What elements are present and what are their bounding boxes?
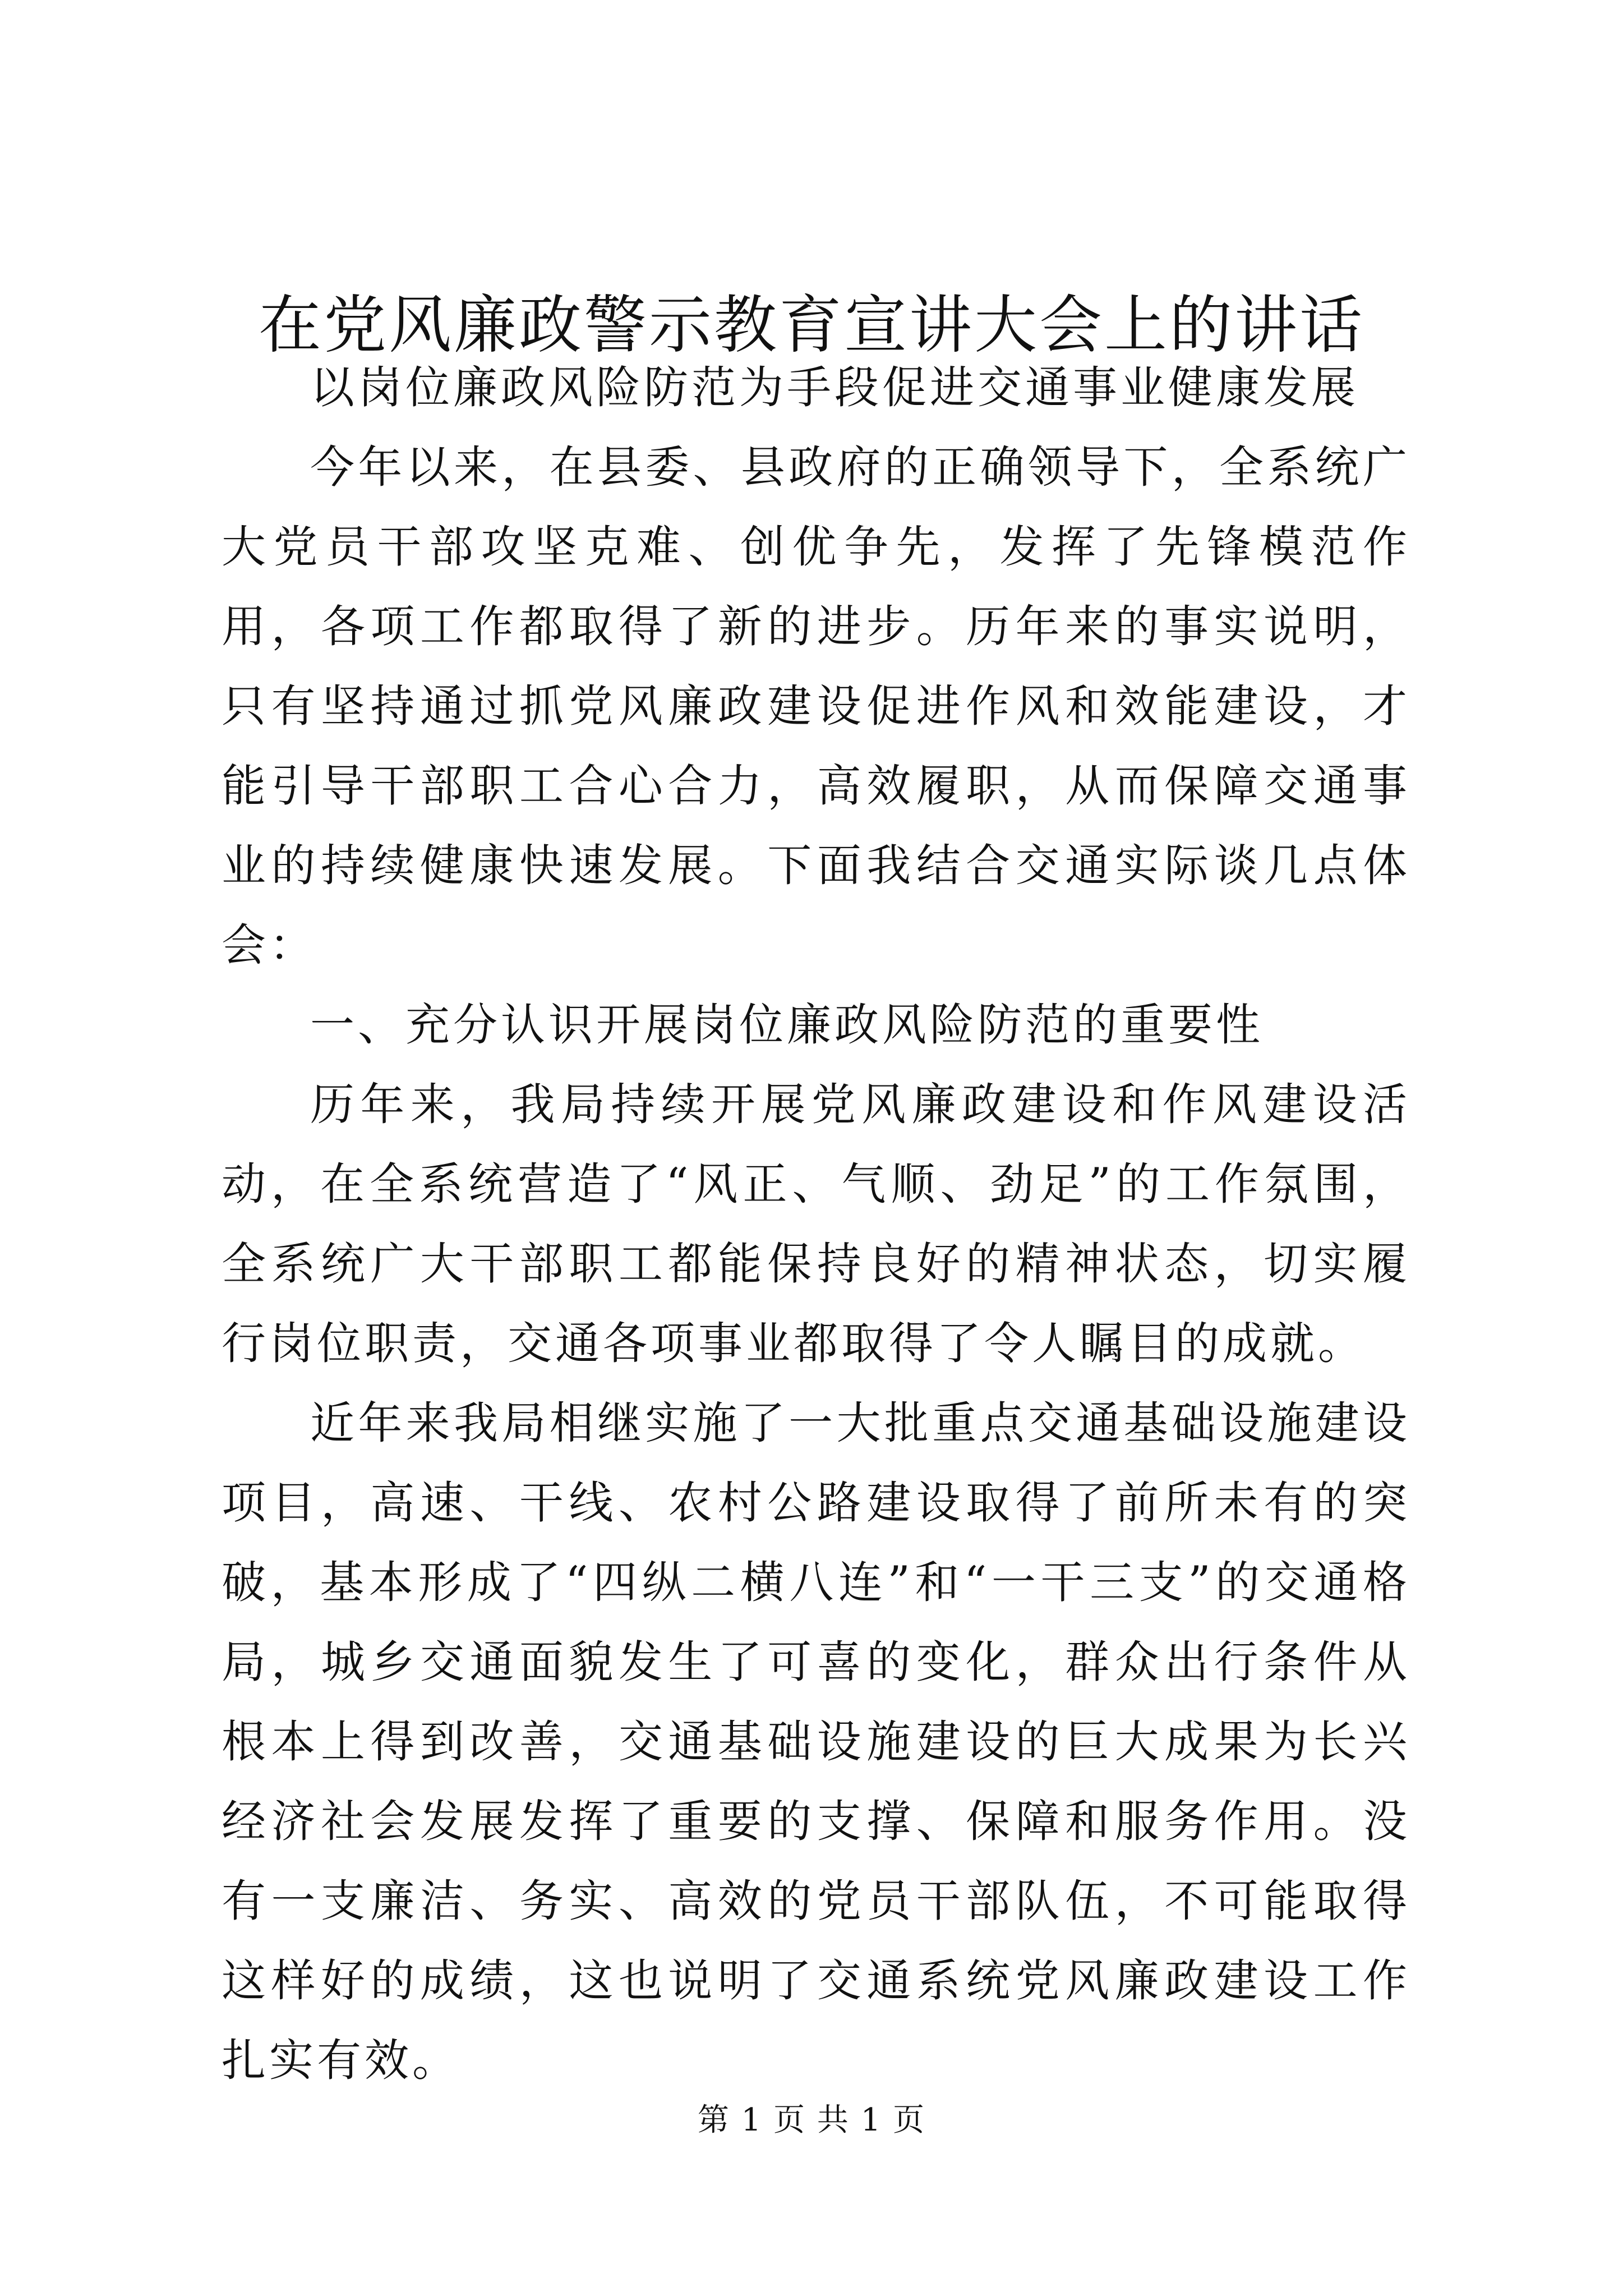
page-footer: 第 1 页 共 1 页 <box>697 2102 926 2138</box>
body-paragraph: 今年以来，在县委、县政府的正确领导下，全系统广大党员干部攻坚克难、创优争先，发挥了先锋模范作用，各项工作都取得了新的进步。历年来的事实说明，只有坚持通过抓党风廉政建设促进作风和效能建设，才能引导干部职工合心合力，高效履职，从而保障交通事业的持续健康快速发展。下面我结合交通实际谈几点体会： <box>222 441 1410 971</box>
body-paragraph: 历年来，我局持续开展党风廉政建设和作风建设活动，在全系统营造了“风正、气顺、劲足”的工作氛围，全系统广大干部职工都能保持良好的精神状态，切实履行岗位职责，交通各项事业都取得了令人瞩目的成就。 <box>222 1079 1410 1369</box>
document-title: 在党风廉政警示教育宣讲大会上的讲话 <box>259 289 1364 362</box>
body-paragraph: 近年来我局相继实施了一大批重点交通基础设施建设项目，高速、干线、农村公路建设取得了前所未有的突破，基本形成了“四纵二横八连”和“一干三支”的交通格局，城乡交通面貌发生了可喜的变化，群众出行条件从根本上得到改善，交通基础设施建设的巨大成果为长兴经济社会发展发挥了重要的支撑、保障和服务作用。没有一支廉洁、务实、高效的党员干部队伍，不可能取得这样好的成绩，这也说明了交通系统党风廉政建设工作扎实有效。 <box>222 1397 1410 2086</box>
document-body <box>222 348 1410 2100</box>
section-heading: 一、充分认识开展岗位廉政风险防范的重要性 <box>310 999 1264 1051</box>
subtitle-paragraph: 以岗位廉政风险防范为手段促进交通事业健康发展 <box>310 362 1359 413</box>
